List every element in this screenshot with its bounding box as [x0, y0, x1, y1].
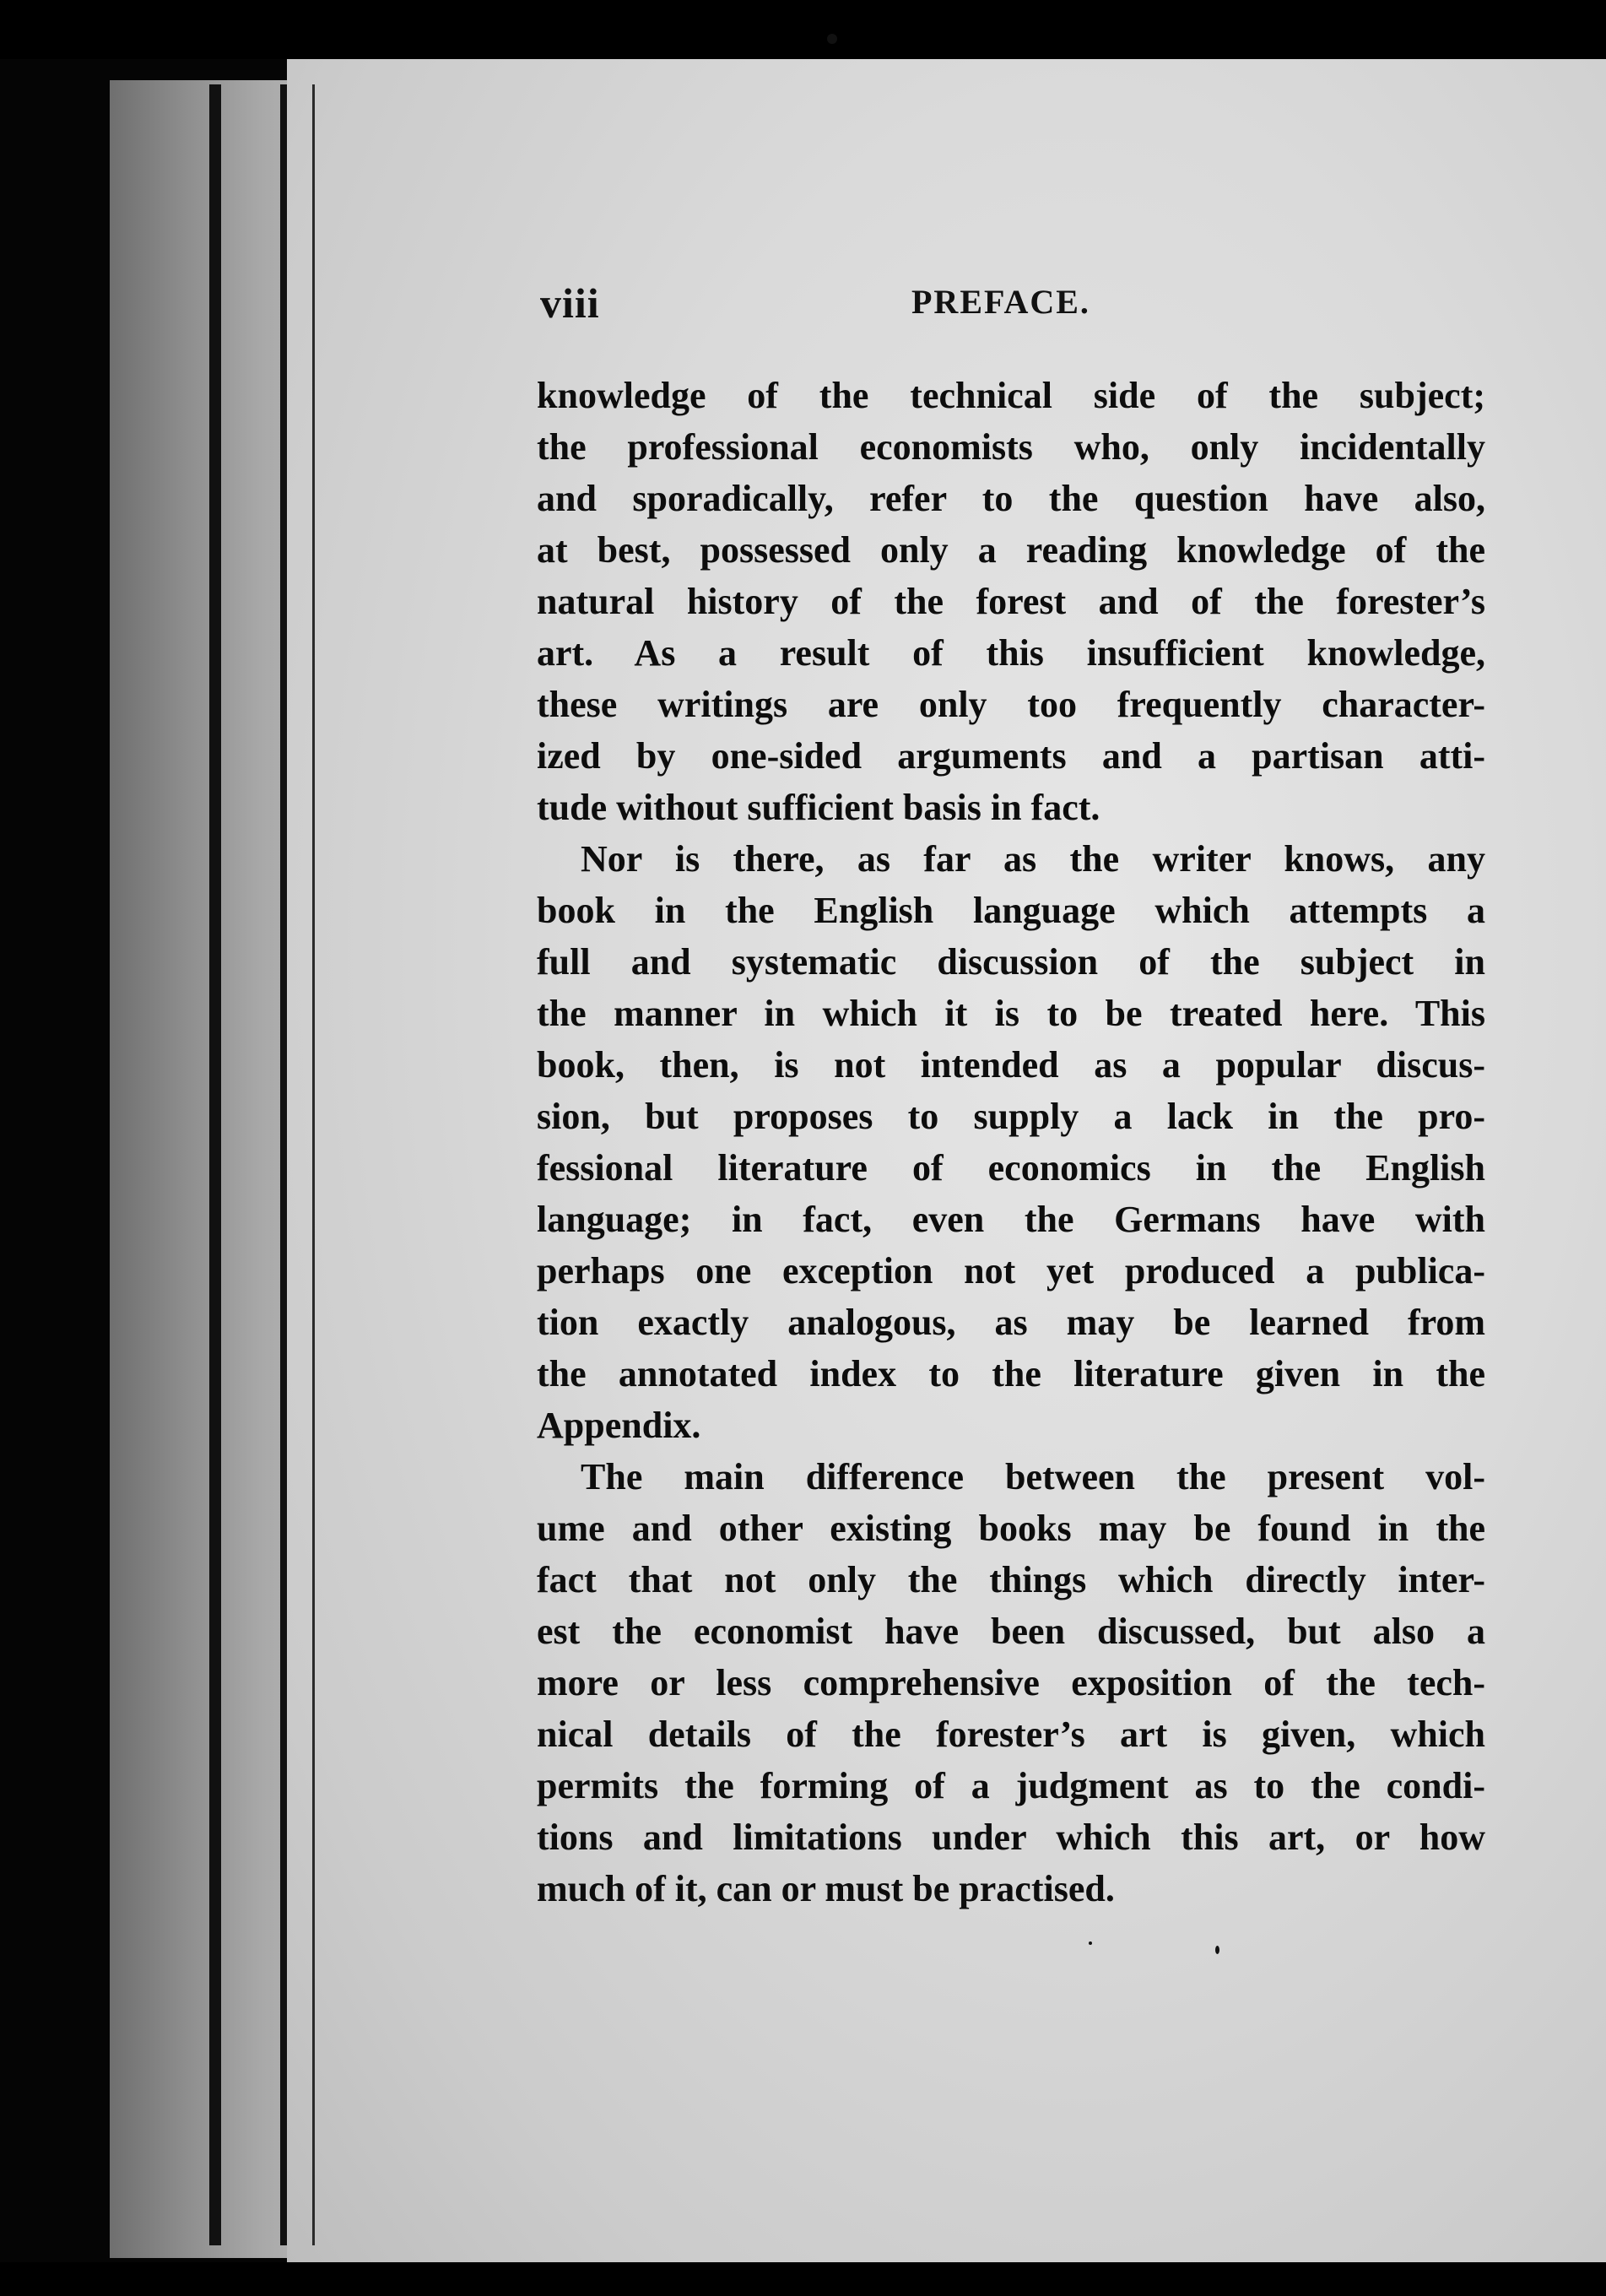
text-line: the professional economists who, only incidentally: [537, 426, 1485, 468]
text-line: nical details of the forester’s art is given, which: [537, 1714, 1485, 1755]
text-line: the annotated index to the literature given in the: [537, 1353, 1485, 1394]
text-line: ized by one-sided arguments and a partisan atti-: [537, 735, 1485, 777]
text-line: fessional literature of economics in the English: [537, 1147, 1485, 1189]
scan-speck: [827, 34, 837, 44]
paragraph: [537, 833, 1485, 1451]
text-line: and sporadically, refer to the question have also,: [537, 478, 1485, 519]
text-line: fact that not only the things which directly inter-: [537, 1559, 1485, 1600]
gutter-rule: [280, 84, 287, 2245]
text-line: permits the forming of a judgment as to the condi-: [537, 1765, 1485, 1806]
scan-speck: [1215, 1946, 1219, 1954]
scan-top-border: [0, 0, 1606, 59]
gutter-rule: [209, 84, 221, 2245]
text-line: the manner in which it is to be treated here. This: [537, 993, 1485, 1034]
text-line: book in the English language which attempts a: [537, 890, 1485, 931]
text-line: much of it, can or must be practised.: [537, 1868, 1115, 1909]
running-head: PREFACE.: [911, 283, 1090, 321]
page-header: [540, 279, 1477, 338]
text-line: tude without sufficient basis in fact.: [537, 787, 1100, 828]
text-line: tion exactly analogous, as may be learned from: [537, 1302, 1485, 1343]
text-line: Appendix.: [537, 1405, 701, 1446]
page-number: viii: [540, 279, 600, 327]
scan-speck: [1089, 1941, 1092, 1945]
text-line: at best, possessed only a reading knowledge of the: [537, 529, 1485, 571]
text-line: art. As a result of this insufficient knowledge,: [537, 632, 1485, 674]
paragraph: [537, 370, 1485, 833]
scan-bottom-border: [0, 2262, 1606, 2296]
text-line: est the economist have been discussed, but also a: [537, 1611, 1485, 1652]
text-line: natural history of the forest and of the forester’s: [537, 581, 1485, 622]
text-line: book, then, is not intended as a popular discus-: [537, 1044, 1485, 1086]
text-line: full and systematic discussion of the subject in: [537, 941, 1485, 983]
paragraph: [537, 1451, 1485, 1914]
text-line: sion, but proposes to supply a lack in the pro-: [537, 1096, 1485, 1137]
text-line: ume and other existing books may be found in the: [537, 1508, 1485, 1549]
text-line: these writings are only too frequently character-: [537, 684, 1485, 725]
text-line: more or less comprehensive exposition of the tech-: [537, 1662, 1485, 1703]
text-line: tions and limitations under which this art, or how: [537, 1817, 1485, 1858]
text-line: knowledge of the technical side of the subject;: [537, 375, 1485, 416]
text-line: The main difference between the present vol-: [581, 1456, 1485, 1497]
gutter-rule: [312, 84, 315, 2245]
text-line: Nor is there, as far as the writer knows, any: [581, 838, 1485, 880]
body-text: [537, 370, 1485, 1914]
text-line: language; in fact, even the Germans have with: [537, 1199, 1485, 1240]
text-line: perhaps one exception not yet produced a publica-: [537, 1250, 1485, 1292]
